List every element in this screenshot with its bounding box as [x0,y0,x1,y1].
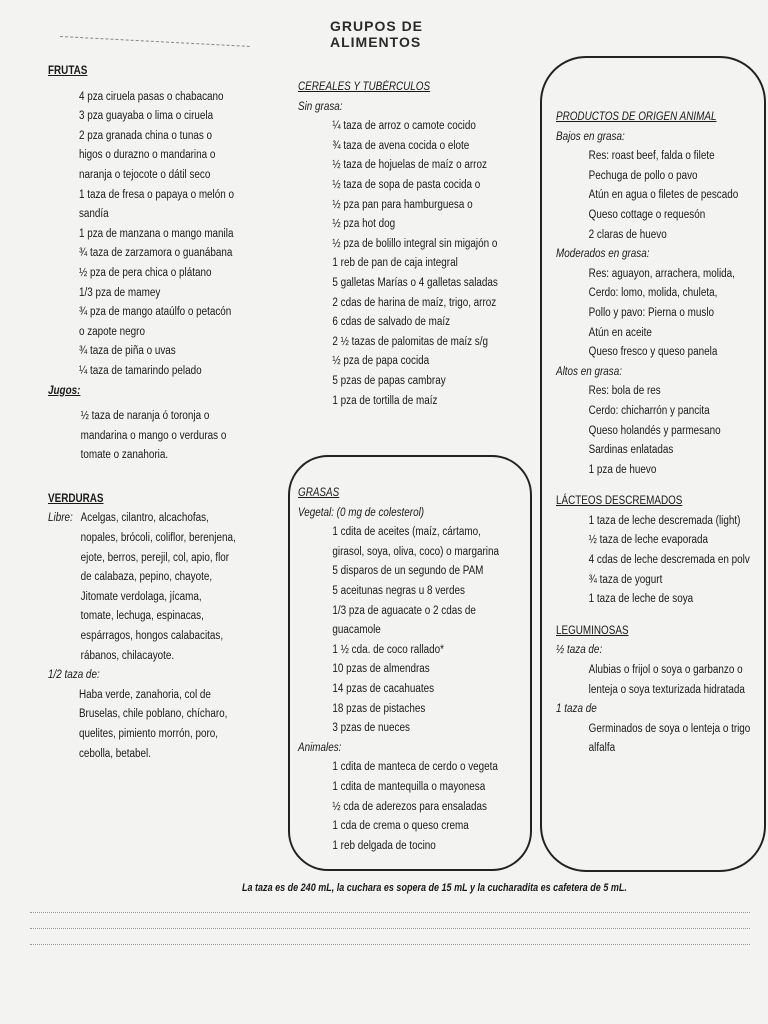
list-item: 6 cdas de salvado de maíz [332,316,451,329]
list-item: 5 pzas de papas cambray [332,374,446,387]
bajos-label: Bajos en grasa: [556,130,625,143]
list-item: sandía [78,208,109,221]
list-item: tomate o zanahoria. [80,449,169,462]
list-item: guacamole [332,624,381,637]
list-item: 18 pzas de pistaches [332,702,426,715]
list-item: nopales, brócoli, coliflor, berenjena, [80,532,236,545]
column-middle [298,78,498,411]
list-item: 1 reb delgada de tocino [332,839,436,852]
list-item: 1 cdita de aceites (maíz, cártamo, [332,526,481,539]
list-item: Sardinas enlatadas [588,444,674,457]
list-item: ¾ taza de yogurt [588,573,663,586]
list-item: 1 taza de fresa o papaya o melón o [78,188,235,201]
list-item: 1 pza de tortilla de maíz [332,394,438,407]
list-item: 1 reb de pan de caja integral [332,257,458,270]
list-item: 1/3 pza de aguacate o 2 cdas de [332,604,476,617]
frutas-heading: FRUTAS [48,65,88,77]
column-right [556,108,750,759]
list-item: Res: bola de res [588,385,661,398]
list-item: ½ pza hot dog [332,218,396,231]
list-item: Res: roast beef, falda o filete [588,150,715,163]
page-title: GRUPOS DE ALIMENTOS [330,18,424,50]
verduras-heading: VERDURAS [48,492,104,505]
list-item: 1 taza de leche de soya [588,593,694,606]
frutas-list [48,88,236,382]
list-item: 1 ½ cda. de coco rallado* [332,643,445,656]
measurement-footnote: La taza es de 240 mL, la cuchara es sopera de 15 mL y la cucharadita es cafetera de 5 mL. [242,882,627,894]
verduras-media-list [48,686,236,764]
list-item: 1 cdita de manteca de cerdo o vegeta [332,761,498,774]
list-item: ¾ taza de piña o uvas [78,345,176,358]
media-taza-label: 1/2 taza de: [48,669,100,682]
list-item: ½ pza de papa cocida [332,355,430,368]
list-item: o zapote negro [78,325,145,338]
list-item: ½ taza de hojuelas de maíz o arroz [332,159,487,172]
list-item: Germinados de soya o lenteja o trigo [588,722,751,735]
list-item: Queso holandés y parmesano [588,424,721,437]
list-item: Atún en aceite [588,326,652,339]
list-item: girasol, soya, oliva, coco) o margarina [332,545,499,558]
list-item: 4 pza ciruela pasas o chabacano [78,90,224,103]
cereales-heading: CEREALES Y TUBÉRCULOS [298,81,431,93]
grasas-animales-list [298,758,499,856]
list-item: ½ pza de pera chica o plátano [78,266,212,279]
list-item: ½ taza de sopa de pasta cocida o [332,178,481,191]
lacteos-heading: LÁCTEOS DESCREMADOS [556,495,683,508]
list-item: 1 taza de leche descremada (light) [588,514,741,527]
leguminosas-heading: LEGUMINOSAS [556,624,629,637]
list-item: 1 cdita de mantequilla o mayonesa [332,780,486,793]
altos-label: Altos en grasa: [556,365,622,378]
list-item: Queso cottage o requesón [588,208,706,221]
list-item: 1 pza de huevo [588,463,657,476]
list-item: espárragos, hongos calabacitas, [80,630,224,643]
list-item: 2 ½ tazas de palomitas de maíz s/g [332,335,488,348]
list-item: 10 pzas de almendras [332,663,430,676]
leguminosas-taza-list [556,720,750,759]
lacteos-list [556,512,750,610]
jugos-label: Jugos: [48,384,81,397]
leguminosas-taza-label: 1 taza de [556,703,597,716]
list-item: cebolla, betabel. [78,747,151,760]
list-item: ½ pza de bolillo integral sin migajón o [332,237,498,250]
list-item: Cerdo: chicharrón y pancita [588,404,710,417]
list-item: quelites, pimiento morrón, poro, [78,728,219,740]
grasas-heading: GRASAS [298,487,340,499]
vegetal-label: Vegetal: (0 mg de colesterol) [298,506,425,519]
list-item: ¾ pza de mango ataúlfo o petacón [78,306,232,319]
list-item: 2 claras de huevo [588,228,667,241]
list-item: lenteja o soya texturizada hidratada [588,683,745,696]
list-item: Atún en agua o filetes de pescado [588,189,739,202]
top-rule [60,36,250,47]
list-item: Haba verde, zanahoria, col de [78,688,211,701]
list-item: rábanos, chilacayote. [80,649,175,662]
altos-list [556,382,750,480]
leguminosas-media-label: ½ taza de: [556,644,603,657]
list-item: 3 pza guayaba o lima o ciruela [78,110,214,123]
list-item: 2 cdas de harina de maíz, trigo, arroz [332,296,497,309]
list-item: 1/3 pza de mamey [78,286,161,299]
list-item: 2 pza granada china o tunas o [78,129,213,142]
list-item: 5 disparos de un segundo de PAM [332,565,484,578]
grasas-section [298,484,499,856]
sin-grasa-label: Sin grasa: [298,100,343,113]
list-item: Pollo y pavo: Pierna o muslo [588,306,715,319]
list-item: 1 pza de manzana o mango manila [78,227,234,240]
list-item: Queso fresco y queso panela [588,346,718,359]
list-item: ¼ taza de tamarindo pelado [78,364,202,377]
libre-label: Libre: [48,512,73,525]
moderados-label: Moderados en grasa: [556,248,650,261]
list-item: ejote, berros, perejil, col, apio, flor [80,551,230,564]
scan-noise-line [30,912,750,913]
list-item: Alubias o frijol o soya o garbanzo o [588,664,743,677]
leguminosas-media-list [556,661,750,700]
list-item: tomate, lechuga, espinacas, [80,610,204,623]
cereales-list [298,117,498,411]
list-item: higos o durazno o mandarina o [78,149,216,162]
list-item: ¾ taza de zarzamora o guanábana [78,247,233,260]
scan-noise-line [30,944,750,945]
list-item: ¾ taza de avena cocida o elote [332,139,470,152]
list-item: ¼ taza de arroz o camote cocido [332,120,476,133]
list-item: ½ cda de aderezos para ensaladas [332,800,487,813]
moderados-list [556,265,750,363]
list-item: 1 cda de crema o queso crema [332,820,469,833]
list-item: mandarina o mango o verduras o [80,429,227,442]
list-item: Jitomate verdolaga, jícama, [80,590,202,603]
list-item: Pechuga de pollo o pavo [588,169,698,182]
column-left [48,62,236,764]
list-item: 14 pzas de cacahuates [332,682,435,695]
grasas-vegetal-list [298,523,499,739]
list-item: de calabaza, pepino, chayote, [80,571,213,584]
scan-noise-line [30,928,750,929]
list-item: 3 pzas de nueces [332,722,410,735]
origen-animal-heading: PRODUCTOS DE ORIGEN ANIMAL [556,111,717,123]
list-item: Acelgas, cilantro, alcachofas, [80,512,209,525]
list-item: ½ taza de leche evaporada [588,534,709,547]
bajos-list [556,147,750,245]
list-item: 5 galletas Marías o 4 galletas saladas [332,276,498,289]
list-item: naranja o tejocote o dátil seco [78,168,211,181]
verduras-libre [48,509,236,666]
list-item: ½ taza de naranja ó toronja o [80,410,210,423]
jugos-list [48,407,236,466]
list-item: Res: aguayon, arrachera, molida, [588,267,735,280]
list-item: Bruselas, chile poblano, chícharo, [78,708,228,721]
animales-label: Animales: [298,741,342,754]
list-item: Cerdo: lomo, molida, chuleta, [588,287,718,300]
list-item: alfalfa [588,742,616,755]
list-item: 4 cdas de leche descremada en polv [588,554,750,567]
list-item: ½ pza pan para hamburguesa o [332,198,473,211]
list-item: 5 aceitunas negras u 8 verdes [332,584,465,597]
